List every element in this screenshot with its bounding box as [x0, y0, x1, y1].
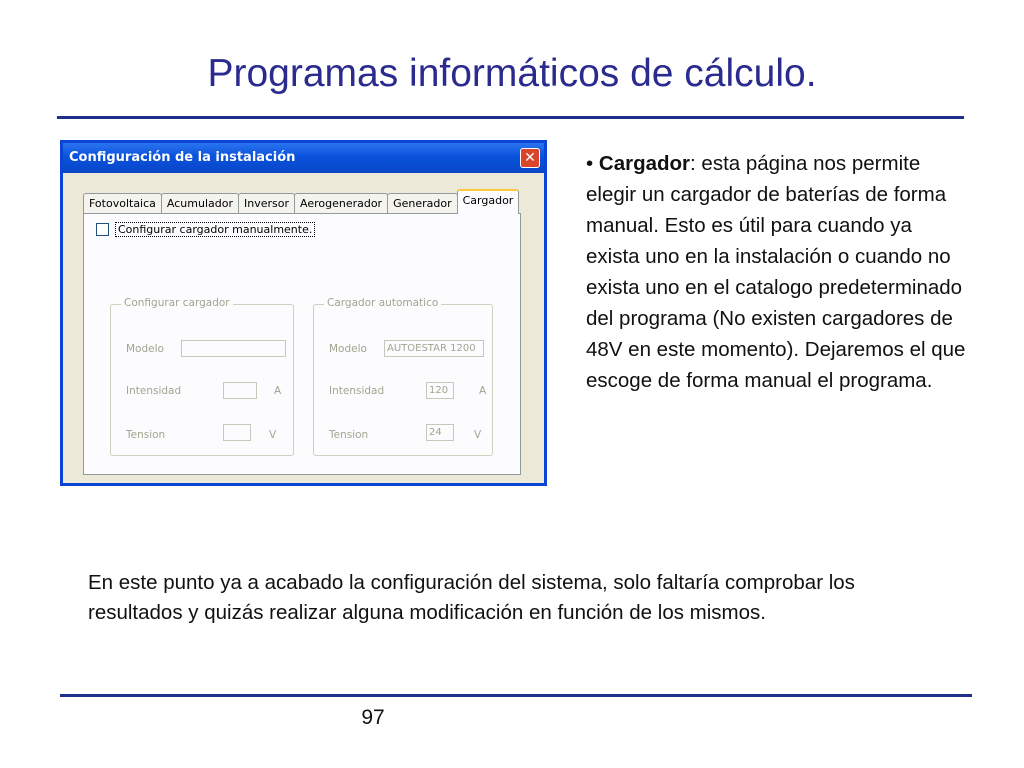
description-body: : esta página nos permite elegir un cargador de baterías de forma manual. Esto es útil para cuando ya exista uno en la instalación o cuando no exista uno en el catalogo predeterminado del programa (No existen cargadores de 48V en este momento). Dejaremos el que escoge de forma manual el programa. [586, 152, 966, 392]
term-cargador: Cargador [598, 152, 691, 175]
cargador-panel [83, 213, 521, 475]
page-number: 97 [361, 706, 385, 729]
dialog-body [63, 173, 544, 483]
manual-config-row [96, 222, 315, 237]
manual-tension-label: Tension [126, 429, 166, 441]
manual-intensidad-unit: A [274, 385, 282, 397]
manual-config-label[interactable]: Configurar cargador manualmente. [115, 222, 315, 237]
manual-modelo-label: Modelo [126, 343, 164, 355]
tab-strip [83, 190, 518, 214]
auto-intensidad-label: Intensidad [329, 385, 385, 397]
auto-modelo-input[interactable]: AUTOESTAR 1200 [384, 340, 484, 357]
tab-inversor[interactable]: Inversor [238, 193, 295, 214]
footer-divider [60, 694, 972, 697]
slide-title: Programas informáticos de cálculo. [207, 52, 817, 95]
manual-intensidad-label: Intensidad [126, 385, 182, 397]
auto-group-legend: Cargador automatico [324, 297, 441, 309]
manual-tension-unit: V [269, 429, 277, 441]
auto-intensidad-input[interactable]: 120 [426, 382, 454, 399]
auto-tension-unit: V [474, 429, 482, 441]
tab-generador[interactable]: Generador [387, 193, 458, 214]
dialog-title: Configuración de la instalación [69, 150, 296, 165]
auto-tension-input[interactable]: 24 [426, 424, 454, 441]
close-button[interactable] [520, 148, 540, 168]
manual-charger-group [110, 297, 294, 456]
auto-charger-group [313, 297, 493, 456]
manual-group-legend: Configurar cargador [121, 297, 233, 309]
cargador-description [586, 148, 966, 396]
close-icon: ✕ [524, 150, 536, 166]
tab-aerogenerador[interactable]: Aerogenerador [294, 193, 388, 214]
auto-tension-label: Tension [329, 429, 369, 441]
auto-intensidad-unit: A [479, 385, 487, 397]
config-dialog [60, 140, 547, 486]
tab-acumulador[interactable]: Acumulador [161, 193, 239, 214]
auto-modelo-label: Modelo [329, 343, 367, 355]
bullet-marker: • [586, 152, 594, 175]
manual-modelo-input[interactable] [181, 340, 286, 357]
tab-fotovoltaica[interactable]: Fotovoltaica [83, 193, 162, 214]
manual-config-checkbox[interactable] [96, 223, 109, 236]
title-divider [57, 116, 964, 119]
manual-tension-input[interactable] [223, 424, 251, 441]
conclusion-text: En este punto ya a acabado la configuración del sistema, solo faltaría comprobar los resultados y quizás realizar alguna modificación en función de los mismos. [88, 571, 855, 624]
dialog-titlebar[interactable] [63, 143, 544, 173]
tab-cargador[interactable]: Cargador [457, 189, 520, 214]
manual-intensidad-input[interactable] [223, 382, 257, 399]
